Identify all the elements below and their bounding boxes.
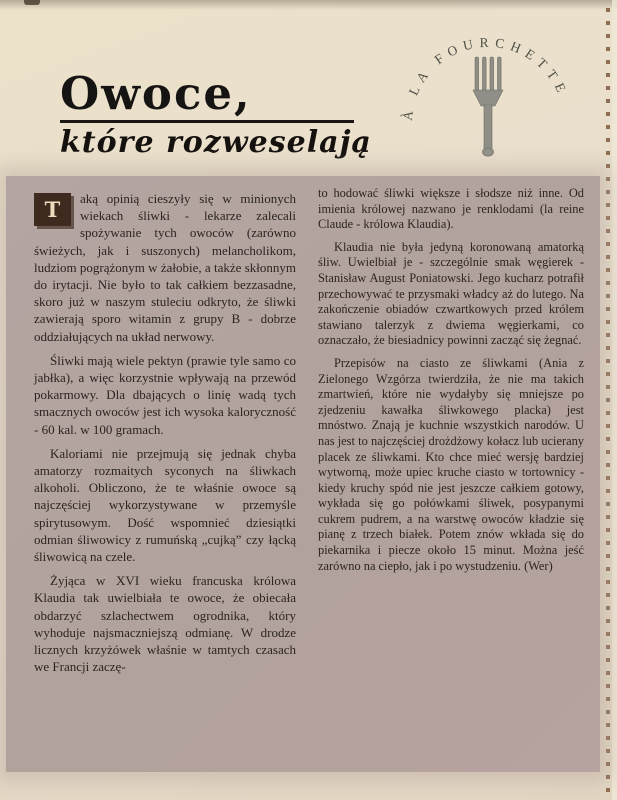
paragraph: Przepisów na ciasto ze śliwkami (Ania z Zielonego Wzgórza twierdziła, że nie ma takich zmartwień, które nie wydałyby się mniejsze po zjedzeniu kawałka śliwkowego placka) jest mnóstwo. Znają je kuchnie wszystkich narodów. U nas jest to najczęściej drożdżowy kołacz lub ucierany placek ze śliwkami. Kto chce mieć wersję bardziej wytworną, może upiec kruche ciasto w tortownicy - kiedy kruchy spód nie jest jeszcze całkiem gotowy, wykłada się go połówkami śliwek, posypanymi cukrem pudrem, a na warstwę owoców kładzie się pianę z trzech białek. Potem znów wkłada się do piekarnika i piecze około 15 minut. Można jeść zarówno na ciepło, jak i po wystudzeniu. (Wer) [318,355,584,573]
masthead-arc-text: À LA FOURCHETTE [399,34,572,122]
dotted-border-ornament [606,8,610,794]
page-subtitle: które rozweselają [60,125,372,161]
drop-cap: T [34,193,71,226]
page-title: Owoce, [60,67,252,120]
paragraph [34,190,296,345]
left-column [34,190,296,682]
title-block [60,67,372,161]
paragraph: to hodować śliwki większe i słodsze niż inne. Od imienia królowej nazwano je renklodami (la reine Claude - królowa Klaudia). [318,186,584,232]
paragraph-text: aką opinią cieszyły się w minionych wiekach śliwki - lekarze zalecali spożywanie tych owoców (zarówno świeżych, jak i suszonych) melancholikom, ludziom pogrążonym w żałobie, a także skłonnym do irytacji. Nie było to tak całkiem bezzasadne, skoro już w naszym stuleciu odkryto, że śliwki zawierają sporo witamin z grupy B - dobrze oddziałujących na układ nerwowy. [34,191,296,344]
fork-icon [473,57,503,156]
title-rule [60,120,354,123]
corner-mark [24,0,40,5]
page-edge [612,0,617,800]
paragraph: Klaudia nie była jedyną koronowaną amatorką śliw. Uwielbiał je - szczególnie smak węgierek - Stanisław August Poniatowski. Jego kucharz potrafił przechowywać te przysmaki władcy aż do lutego. Na zakończenie obiadów czwartkowych przed królem stawiano talerzyk z dwiema węgierkami, co oznaczało, że biesiadnicy powinni zacząć się żegnać. [318,239,584,348]
paragraph: Śliwki mają wiele pektyn (prawie tyle samo co jabłka), a więc korzystnie wpływają na przewód pokarmowy. Dla dbających o linię wadą tych smacznych owoców jest ich wysoka kaloryczność - 60 kal. w 100 gramach. [34,352,296,437]
paragraph: Kaloriami nie przejmują się jednak chyba amatorzy rozmaitych syconych na śliwkach alkoholi. Obliczono, że te właśnie owoce są najczęściej wykorzystywane w przemyśle spirytusowym. Dość wspomnieć dziesiątki odmian śliwowicy z rumuńską „cujką” czy łącką śliwowicą na czele. [34,445,296,565]
paragraph: Żyjąca w XVI wieku francuska królowa Klaudia tak uwielbiała te owoce, że obiecała obdarzyć szlachectwem ogrodnika, który wyhoduje najsmaczniejszą odmianę. W drodze licznych krzyżówek właśnie w tamtych czasach we Francji zaczę- [34,573,296,675]
right-column [318,186,584,581]
masthead [398,5,578,180]
